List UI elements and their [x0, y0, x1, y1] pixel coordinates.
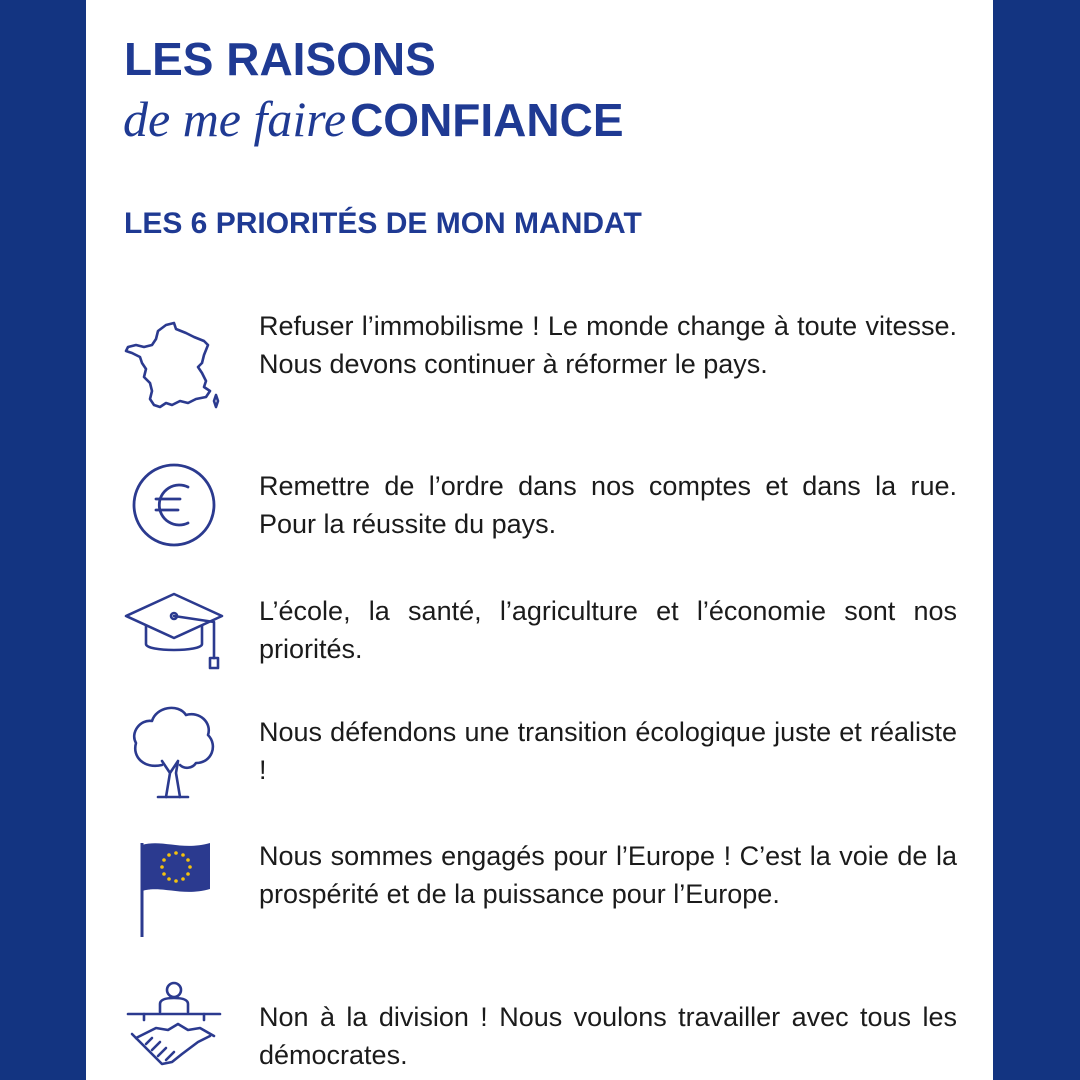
title-line-2	[123, 91, 624, 147]
priority-text-1: Refuser l’immobilisme ! Le monde change à toute vitesse. Nous devons continuer à réformer le pays.	[259, 311, 957, 379]
content-card	[86, 0, 993, 1080]
priority-text-4: Nous défendons une transition écologique juste et réaliste !	[259, 717, 957, 785]
section-subtitle: LES 6 PRIORITÉS DE MON MANDAT	[124, 207, 642, 240]
handshake-icon	[122, 980, 226, 1080]
title-bold: CONFIANCE	[350, 94, 624, 146]
priority-text-3: L’école, la santé, l’agriculture et l’économie sont nos priorités.	[259, 596, 957, 664]
euro-icon	[122, 453, 226, 557]
title-line-1: LES RAISONS	[124, 33, 436, 85]
priority-text-2: Remettre de l’ordre dans nos comptes et dans la rue. Pour la réussite du pays.	[259, 471, 957, 539]
priority-text-6: Non à la division ! Nous voulons travailler avec tous les démocrates.	[259, 1002, 957, 1070]
france-map-icon	[122, 313, 226, 417]
eu-flag-icon	[122, 833, 226, 937]
title-italic: de me faire	[123, 91, 347, 147]
priority-text-5: Nous sommes engagés pour l’Europe ! C’est la voie de la prospérité et de la puissance pour l’Europe.	[259, 841, 957, 909]
tree-icon	[122, 699, 226, 803]
graduation-cap-icon	[122, 578, 226, 682]
